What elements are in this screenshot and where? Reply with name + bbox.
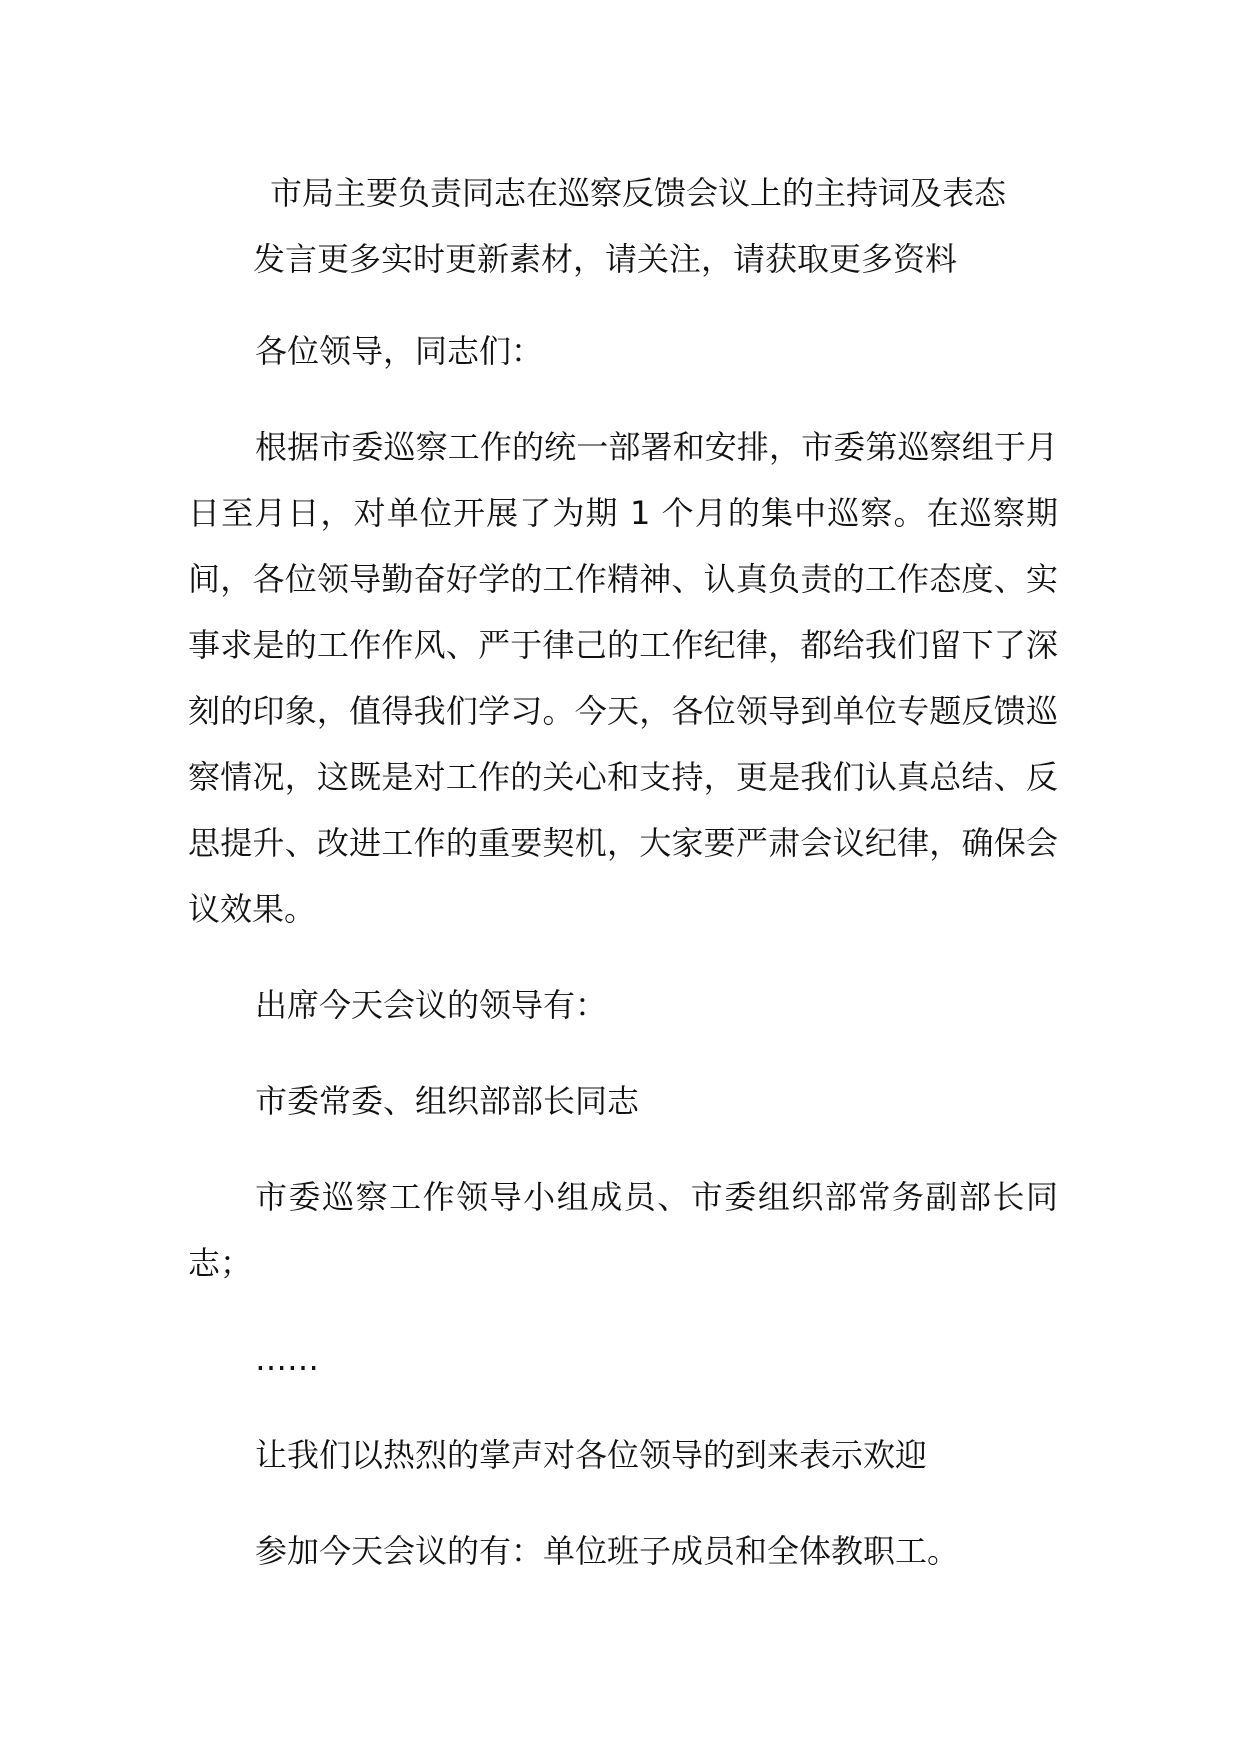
title-line-2: 发言更多实时更新素材，请关注，请获取更多资料 [253, 240, 958, 278]
paragraph-welcome: 让我们以热烈的掌声对各位领导的到来表示欢迎 [255, 1436, 928, 1474]
paragraph-ellipsis: …… [255, 1340, 319, 1378]
paragraph-leader-2: 市委巡察工作领导小组成员、市委组织部常务副部长同志； [188, 1178, 1058, 1282]
document-body [188, 318, 1058, 1584]
paragraph-participants: 参加今天会议的有：单位班子成员和全体教职工。 [255, 1532, 960, 1570]
document-title [253, 160, 1090, 292]
paragraph-attending-leaders-heading: 出席今天会议的领导有： [255, 986, 608, 1024]
paragraph-background: 根据市委巡察工作的统一部署和安排，市委第巡察组于月日至月日，对单位开展了为期 1 个月的集中巡察。在巡察期间，各位领导勤奋好学的工作精神、认真负责的工作态度、实事求是的工作作风、严于律己的工作纪律，都给我们留下了深刻的印象，值得我们学习。今天，各位领导到单位专题反馈巡察情况，这既是对工作的关心和支持，更是我们认真总结、反思提升、改进工作的重要契机，大家要严肃会议纪律，确保会议效果。 [188, 428, 1058, 928]
title-line-1: 市局主要负责同志在巡察反馈会议上的主持词及表态 [270, 174, 1007, 212]
salutation: 各位领导，同志们： [255, 332, 544, 370]
paragraph-leader-1: 市委常委、组织部部长同志 [255, 1082, 640, 1120]
